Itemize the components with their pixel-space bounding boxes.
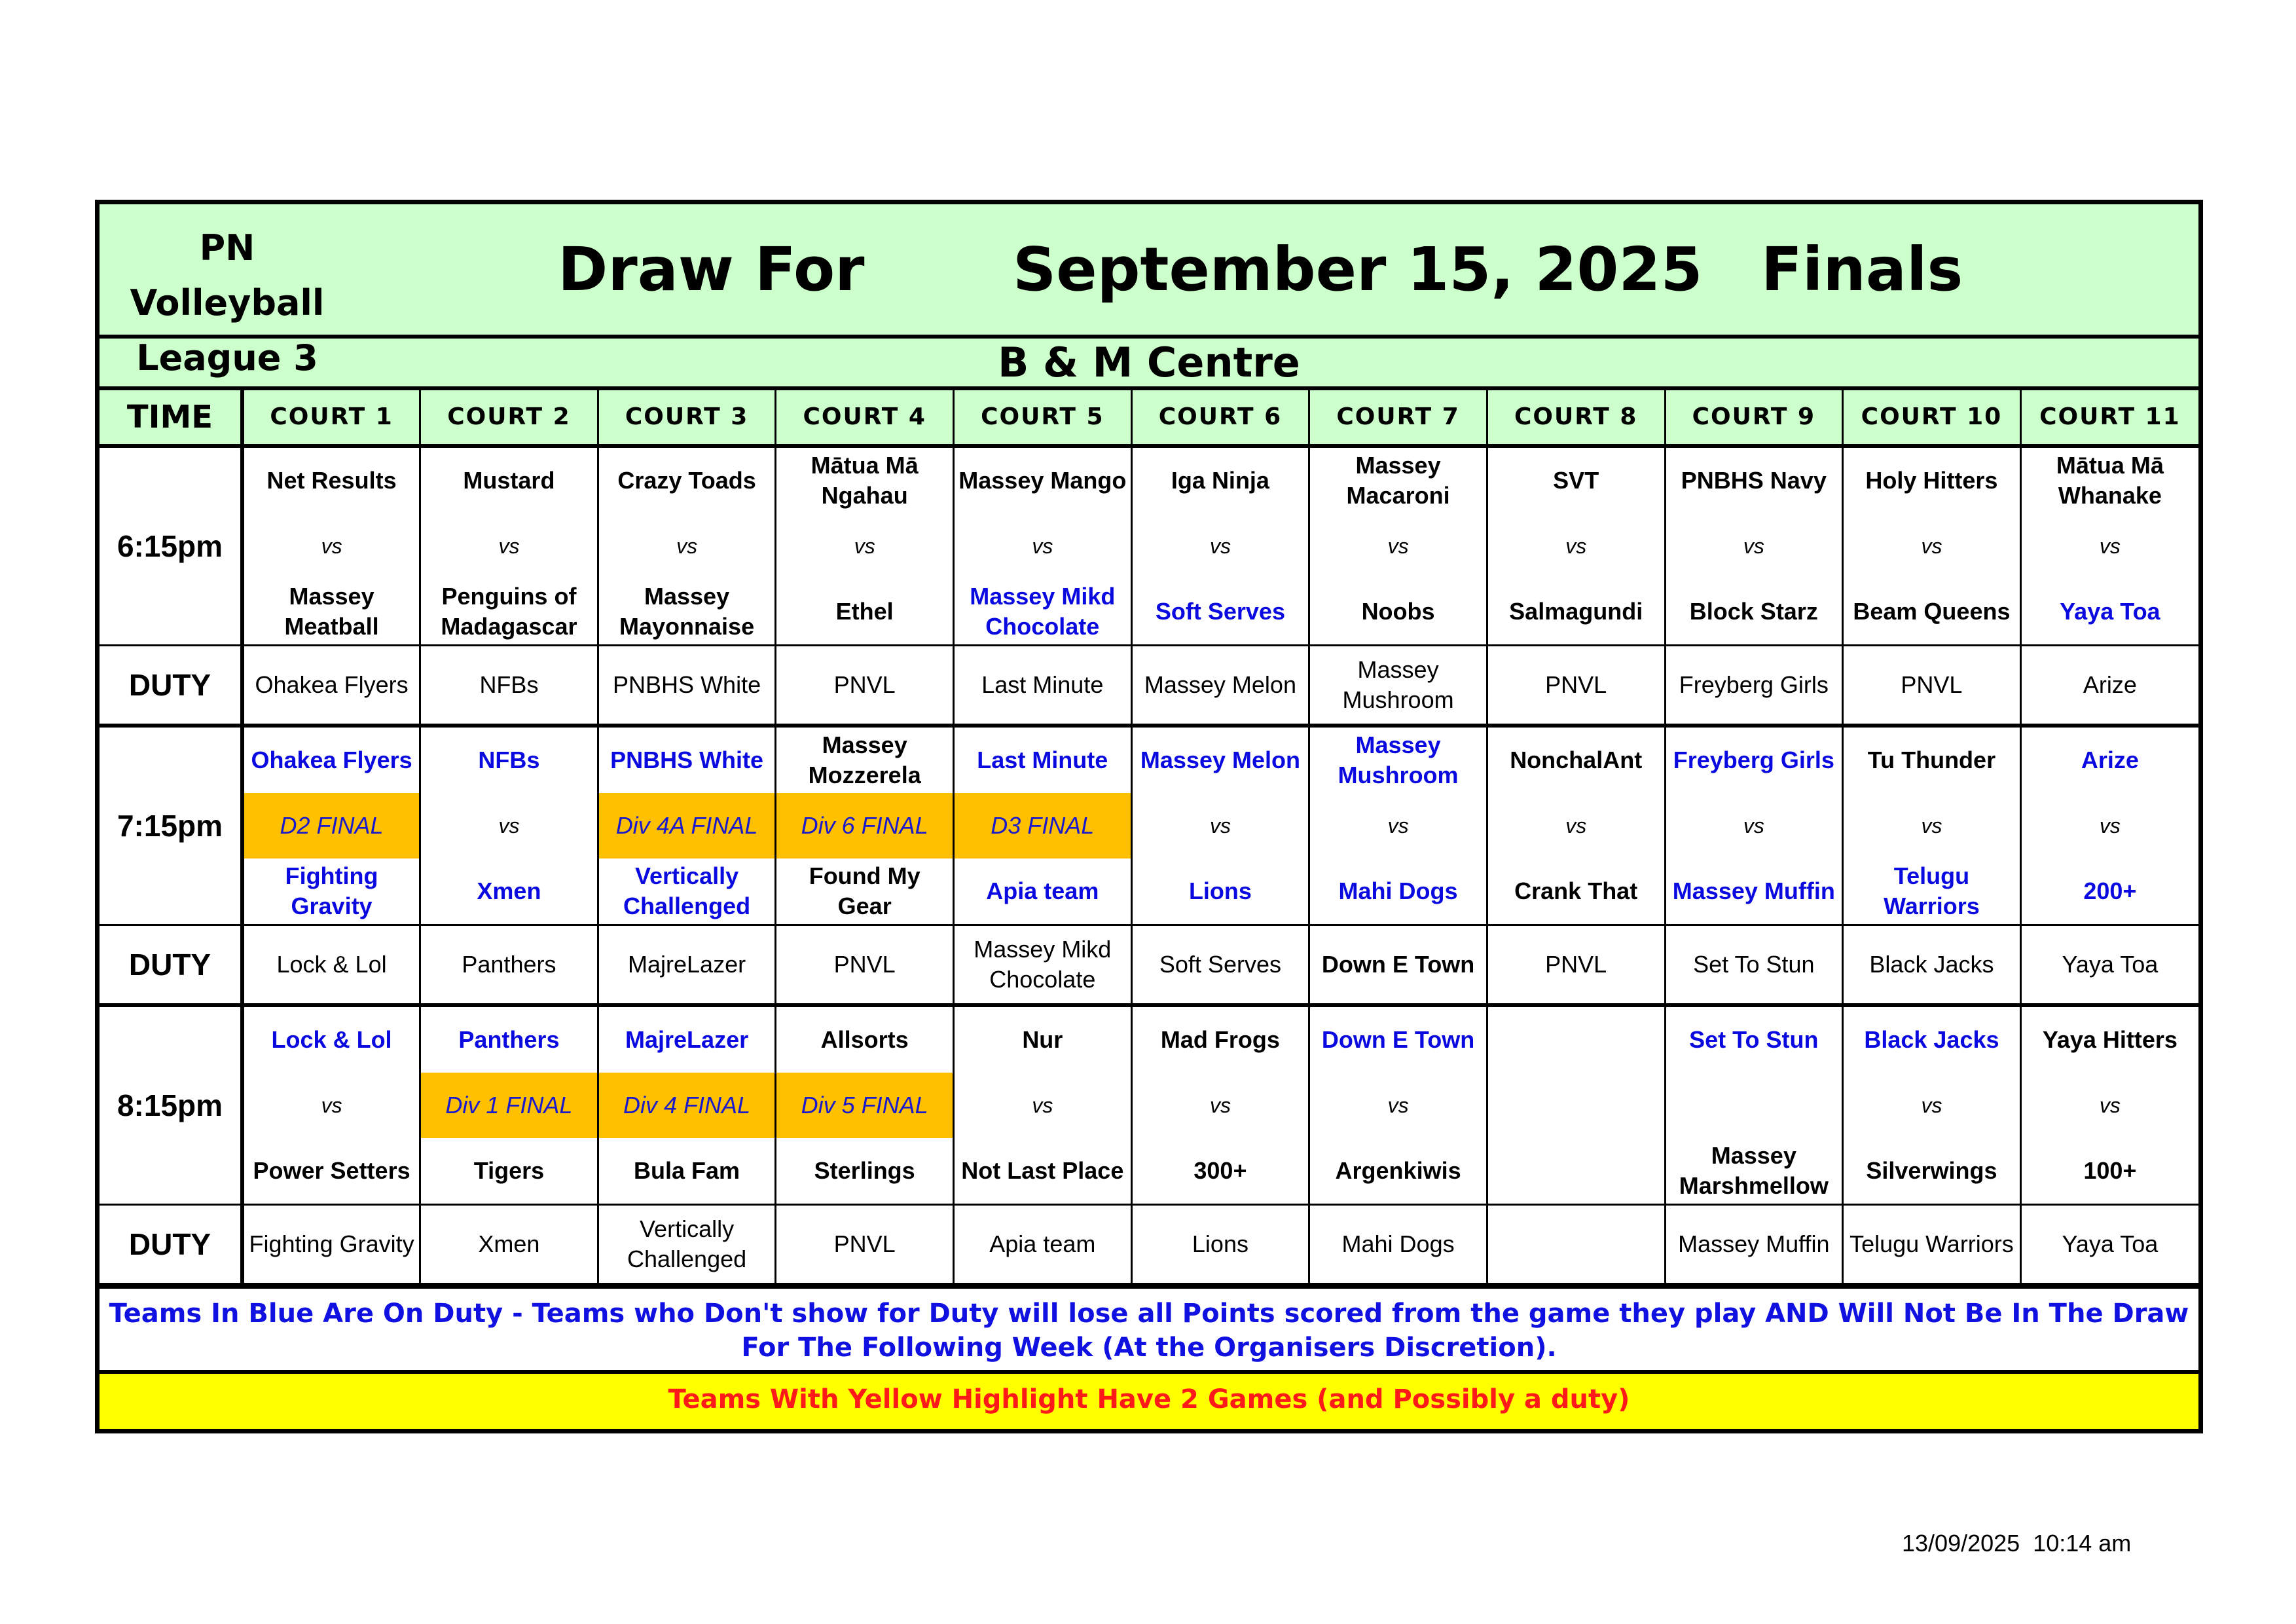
team-home: Mustard xyxy=(463,467,555,494)
duty-team: Massey Melon xyxy=(1144,671,1296,698)
team-away: 200+ xyxy=(2083,877,2137,904)
team-away: Block Starz xyxy=(1689,598,1818,625)
team-away: Yaya Toa xyxy=(2060,598,2160,625)
game-cell xyxy=(954,446,1132,646)
duty-cell xyxy=(1487,1205,1665,1284)
duty-team: Ohakea Flyers xyxy=(255,671,409,698)
court-header: COURT 7 xyxy=(1309,390,1487,446)
duty-cell xyxy=(598,646,776,726)
duty-note: Teams In Blue Are On Duty - Teams who Don't show for Duty will lose all Points scored from the game they play AND Will Not Be In The Draw For The Following Week (At the Organisers Discretion). xyxy=(100,1285,2198,1370)
vs-label: vs xyxy=(2099,534,2121,558)
team-away: Penguins of Madagascar xyxy=(441,583,577,640)
team-away: Salmagundi xyxy=(1509,598,1643,625)
team-home: Last Minute xyxy=(977,747,1108,773)
court-header: COURT 11 xyxy=(2020,390,2198,446)
team-away: Not Last Place xyxy=(961,1157,1124,1184)
column-header-row xyxy=(100,390,2198,446)
team-away: Mahi Dogs xyxy=(1338,877,1458,904)
duty-team: Vertically Challenged xyxy=(627,1215,747,1272)
final-label: Div 6 FINAL xyxy=(776,793,953,858)
game-cell xyxy=(954,1005,1132,1205)
duty-team: PNBHS White xyxy=(613,671,761,698)
team-home: SVT xyxy=(1553,467,1599,494)
team-away: Ethel xyxy=(835,598,894,625)
game-cell xyxy=(598,446,776,646)
game-row xyxy=(100,446,2198,646)
draw-date: September 15, 2025 xyxy=(1013,234,1703,304)
vs-label: vs xyxy=(854,534,875,558)
duty-label: DUTY xyxy=(100,925,242,1006)
duty-row xyxy=(100,925,2198,1006)
vs-label: vs xyxy=(2099,814,2121,838)
duty-team: Yaya Toa xyxy=(2062,1230,2159,1257)
duty-team: PNVL xyxy=(1545,671,1607,698)
duty-cell xyxy=(954,646,1132,726)
vs-label: vs xyxy=(1387,814,1409,838)
game-cell xyxy=(2020,726,2198,925)
duty-team: Arize xyxy=(2083,671,2137,698)
court-header: COURT 9 xyxy=(1665,390,1843,446)
duty-cell xyxy=(1843,925,2021,1006)
game-cell xyxy=(2020,1005,2198,1205)
game-cell xyxy=(1843,1005,2021,1205)
duty-team: PNVL xyxy=(833,1230,896,1257)
game-cell xyxy=(1131,726,1309,925)
duty-team: Panthers xyxy=(462,951,556,978)
team-home: Iga Ninja xyxy=(1171,467,1269,494)
team-away: Beam Queens xyxy=(1853,598,2011,625)
vs-label: vs xyxy=(676,534,698,558)
draw-table xyxy=(100,390,2198,1285)
duty-team: Xmen xyxy=(478,1230,540,1257)
team-away: Massey Marshmellow xyxy=(1679,1142,1829,1199)
team-home: Massey Melon xyxy=(1140,747,1300,773)
game-cell xyxy=(776,1005,954,1205)
team-away: Massey Meatball xyxy=(284,583,379,640)
draw-for-label: Draw For xyxy=(558,234,865,304)
final-label: D3 FINAL xyxy=(955,793,1131,858)
vs-label: vs xyxy=(1743,534,1764,558)
team-home: NonchalAnt xyxy=(1510,747,1643,773)
duty-cell xyxy=(1487,925,1665,1006)
team-away: Telugu Warriors xyxy=(1884,862,1980,919)
team-away: Massey Mayonnaise xyxy=(619,583,755,640)
game-cell xyxy=(1843,446,2021,646)
game-cell xyxy=(1843,726,2021,925)
duty-cell xyxy=(1309,646,1487,726)
vs-label: vs xyxy=(1209,814,1231,838)
game-cell xyxy=(776,726,954,925)
team-away: Bula Fam xyxy=(634,1157,740,1184)
team-home: Tu Thunder xyxy=(1867,747,1996,773)
game-cell xyxy=(954,726,1132,925)
team-away: Crank That xyxy=(1514,877,1638,904)
game-cell xyxy=(598,1005,776,1205)
game-cell xyxy=(420,1005,598,1205)
duty-team: Soft Serves xyxy=(1159,951,1281,978)
vs-label: vs xyxy=(1921,814,1942,838)
team-home: Massey Mozzerela xyxy=(808,731,921,788)
court-header: COURT 5 xyxy=(954,390,1132,446)
final-label: D2 FINAL xyxy=(244,793,419,858)
team-home: Net Results xyxy=(266,467,397,494)
round-label: Finals xyxy=(1761,234,1963,304)
vs-label: vs xyxy=(1209,534,1231,558)
vs-label: vs xyxy=(1743,814,1764,838)
game-cell xyxy=(1487,1005,1665,1205)
team-home: MajreLazer xyxy=(625,1026,749,1053)
team-home: PNBHS White xyxy=(610,747,764,773)
game-cell xyxy=(1309,1005,1487,1205)
duty-team: Yaya Toa xyxy=(2062,951,2159,978)
team-home: Mātua Mā Whanake xyxy=(2056,452,2164,509)
duty-cell xyxy=(1665,1205,1843,1284)
time-column-header: TIME xyxy=(100,390,242,446)
draw-sheet xyxy=(95,200,2203,1433)
game-cell xyxy=(2020,446,2198,646)
team-away: Massey Mikd Chocolate xyxy=(970,583,1116,640)
vs-label: vs xyxy=(2099,1094,2121,1117)
team-home: Yaya Hitters xyxy=(2042,1026,2178,1053)
team-home: Massey Mushroom xyxy=(1338,731,1459,788)
team-home: Panthers xyxy=(458,1026,560,1053)
team-home: Massey Macaroni xyxy=(1346,452,1450,509)
team-home: Black Jacks xyxy=(1864,1026,1999,1053)
game-cell xyxy=(1131,446,1309,646)
team-away: Vertically Challenged xyxy=(623,862,751,919)
vs-label: vs xyxy=(1565,814,1587,838)
game-cell xyxy=(420,726,598,925)
team-away: 100+ xyxy=(2083,1157,2137,1184)
duty-label: DUTY xyxy=(100,1205,242,1284)
duty-cell xyxy=(598,925,776,1006)
vs-label: vs xyxy=(1387,534,1409,558)
duty-team: Massey Muffin xyxy=(1678,1230,1830,1257)
game-cell xyxy=(1131,1005,1309,1205)
game-cell xyxy=(1487,726,1665,925)
duty-team: Black Jacks xyxy=(1869,951,1994,978)
duty-label: DUTY xyxy=(100,646,242,726)
duty-team: PNVL xyxy=(1545,951,1607,978)
court-header: COURT 3 xyxy=(598,390,776,446)
duty-row xyxy=(100,1205,2198,1284)
court-header: COURT 6 xyxy=(1131,390,1309,446)
vs-label: vs xyxy=(1921,534,1942,558)
final-label: Div 4A FINAL xyxy=(599,793,775,858)
team-home: PNBHS Navy xyxy=(1681,467,1827,494)
venue-title: B & M Centre xyxy=(100,339,2198,390)
team-home: Mātua Mā Ngahau xyxy=(811,452,919,509)
duty-cell xyxy=(2020,646,2198,726)
vs-label: vs xyxy=(321,534,342,558)
duty-cell xyxy=(776,925,954,1006)
game-cell xyxy=(1665,1005,1843,1205)
game-cell xyxy=(1665,726,1843,925)
duty-cell xyxy=(954,1205,1132,1284)
duty-cell xyxy=(1131,1205,1309,1284)
team-away: Sterlings xyxy=(814,1157,915,1184)
court-header: COURT 1 xyxy=(242,390,420,446)
team-home: Arize xyxy=(2081,747,2139,773)
team-home: Massey Mango xyxy=(958,467,1127,494)
duty-team: Lions xyxy=(1192,1230,1248,1257)
team-home: NFBs xyxy=(478,747,540,773)
duty-cell xyxy=(420,925,598,1006)
duty-team: Lock & Lol xyxy=(276,951,387,978)
duty-team: Telugu Warriors xyxy=(1850,1230,2014,1257)
time-slot: 8:15pm xyxy=(100,1005,242,1205)
game-cell xyxy=(1309,726,1487,925)
duty-team: Massey Mikd Chocolate xyxy=(974,936,1112,993)
duty-row xyxy=(100,646,2198,726)
team-home: Crazy Toads xyxy=(617,467,756,494)
duty-cell xyxy=(242,1205,420,1284)
vs-label: vs xyxy=(1565,534,1587,558)
team-home: Ohakea Flyers xyxy=(251,747,412,773)
team-home: Holy Hitters xyxy=(1865,467,1998,494)
duty-cell xyxy=(1665,925,1843,1006)
team-home: Allsorts xyxy=(820,1026,909,1053)
game-cell xyxy=(420,446,598,646)
game-cell xyxy=(242,446,420,646)
duty-team: PNVL xyxy=(833,951,896,978)
team-away: Lions xyxy=(1188,877,1252,904)
court-header: COURT 2 xyxy=(420,390,598,446)
vs-label: vs xyxy=(1921,1094,1942,1117)
duty-cell xyxy=(420,1205,598,1284)
game-cell xyxy=(1665,446,1843,646)
vs-label: vs xyxy=(1032,534,1053,558)
duty-cell xyxy=(598,1205,776,1284)
vs-label: vs xyxy=(498,814,520,838)
game-cell xyxy=(1487,446,1665,646)
duty-team: Fighting Gravity xyxy=(249,1230,414,1257)
court-header: COURT 10 xyxy=(1843,390,2021,446)
team-away: Fighting Gravity xyxy=(285,862,378,919)
duty-team: Last Minute xyxy=(981,671,1104,698)
duty-cell xyxy=(1131,646,1309,726)
team-away xyxy=(1488,1138,1664,1204)
duty-team: PNVL xyxy=(833,671,896,698)
duty-team: NFBs xyxy=(479,671,539,698)
duty-cell xyxy=(1487,646,1665,726)
duty-cell xyxy=(954,925,1132,1006)
duty-team: Down E Town xyxy=(1321,951,1475,978)
duty-cell xyxy=(2020,925,2198,1006)
final-label: Div 5 FINAL xyxy=(776,1073,953,1138)
team-home: Freyberg Girls xyxy=(1673,747,1834,773)
duty-cell xyxy=(1843,646,2021,726)
duty-team: Freyberg Girls xyxy=(1679,671,1829,698)
duty-cell xyxy=(1309,1205,1487,1284)
team-home: Lock & Lol xyxy=(271,1026,392,1053)
duty-team: PNVL xyxy=(1901,671,1963,698)
vs-label: vs xyxy=(1032,1094,1053,1117)
duty-cell xyxy=(242,925,420,1006)
team-away: Noobs xyxy=(1361,598,1435,625)
duty-cell xyxy=(1309,925,1487,1006)
duty-team: Set To Stun xyxy=(1693,951,1815,978)
court-header: COURT 8 xyxy=(1487,390,1665,446)
duty-cell xyxy=(1843,1205,2021,1284)
game-cell xyxy=(776,446,954,646)
game-cell xyxy=(598,726,776,925)
team-away: Silverwings xyxy=(1866,1157,1997,1184)
vs-label: vs xyxy=(321,1094,342,1117)
duty-cell xyxy=(1665,646,1843,726)
team-away: Found My Gear xyxy=(809,862,920,919)
vs-label xyxy=(1666,1073,1842,1138)
duty-cell xyxy=(776,1205,954,1284)
vs-label: vs xyxy=(498,534,520,558)
team-away: Massey Muffin xyxy=(1672,877,1835,904)
duty-cell xyxy=(420,646,598,726)
yellow-highlight-note: Teams With Yellow Highlight Have 2 Games (and Possibly a duty) xyxy=(100,1370,2198,1429)
game-cell xyxy=(242,726,420,925)
final-label: Div 1 FINAL xyxy=(421,1073,597,1138)
team-away: Xmen xyxy=(477,877,541,904)
time-slot: 7:15pm xyxy=(100,726,242,925)
court-header: COURT 4 xyxy=(776,390,954,446)
duty-team: Apia team xyxy=(989,1230,1096,1257)
duty-cell xyxy=(242,646,420,726)
duty-cell xyxy=(776,646,954,726)
team-home xyxy=(1488,1007,1664,1073)
duty-team: Massey Mushroom xyxy=(1342,656,1454,713)
duty-cell xyxy=(2020,1205,2198,1284)
league-name: PN Volleyball League 3 xyxy=(130,227,325,378)
duty-team: Mahi Dogs xyxy=(1341,1230,1455,1257)
team-away: 300+ xyxy=(1194,1157,1247,1184)
duty-team: MajreLazer xyxy=(628,951,746,978)
final-label: Div 4 FINAL xyxy=(599,1073,775,1138)
team-home: Nur xyxy=(1022,1026,1063,1053)
game-row xyxy=(100,726,2198,925)
team-home: Mad Frogs xyxy=(1160,1026,1280,1053)
team-away: Argenkiwis xyxy=(1335,1157,1461,1184)
duty-cell xyxy=(1131,925,1309,1006)
team-home: Set To Stun xyxy=(1689,1026,1819,1053)
print-timestamp: 13/09/2025 10:14 am xyxy=(1902,1530,2132,1557)
team-away: Soft Serves xyxy=(1155,598,1285,625)
team-away: Tigers xyxy=(473,1157,545,1184)
game-cell xyxy=(1309,446,1487,646)
team-away: Apia team xyxy=(986,877,1099,904)
game-cell xyxy=(242,1005,420,1205)
game-row xyxy=(100,1005,2198,1205)
team-home: Down E Town xyxy=(1321,1026,1475,1053)
team-away: Power Setters xyxy=(253,1157,410,1184)
time-slot: 6:15pm xyxy=(100,446,242,646)
vs-label: vs xyxy=(1209,1094,1231,1117)
vs-label: vs xyxy=(1387,1094,1409,1117)
vs-label xyxy=(1488,1073,1664,1138)
